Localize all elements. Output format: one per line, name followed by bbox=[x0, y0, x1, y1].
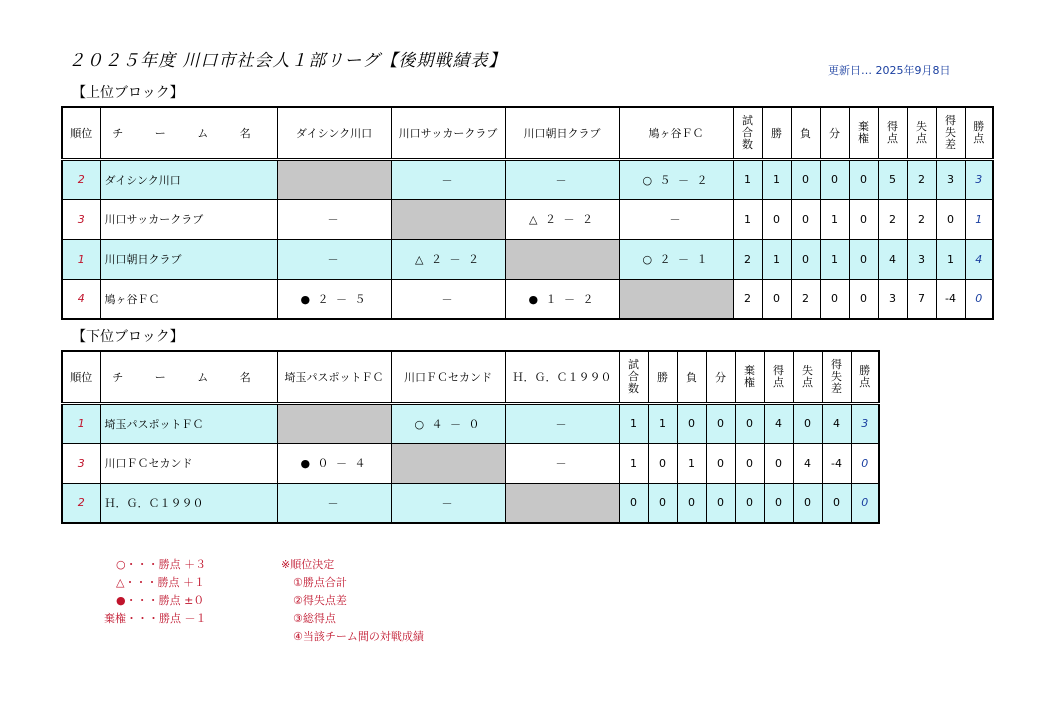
draw-cell: 0 bbox=[820, 159, 849, 199]
lower-header-row bbox=[62, 351, 879, 403]
gf-cell: 4 bbox=[878, 239, 907, 279]
draw-cell: 1 bbox=[820, 199, 849, 239]
match-result-cell: ○ ２ － １ bbox=[619, 239, 733, 279]
forfeit-cell: 0 bbox=[735, 483, 764, 523]
points-header: 勝 点 bbox=[851, 351, 879, 403]
draw-header: 分 bbox=[820, 107, 849, 159]
loss-cell: 0 bbox=[791, 239, 820, 279]
ga-cell: 4 bbox=[793, 443, 822, 483]
team-name-cell: Ｈ．Ｇ．Ｃ１９９０ bbox=[100, 483, 277, 523]
team-name-cell: 川口朝日クラブ bbox=[100, 239, 277, 279]
team-name-cell: 川口ＦＣセカンド bbox=[100, 443, 277, 483]
loss-cell: 2 bbox=[791, 279, 820, 319]
legend-points bbox=[104, 556, 207, 628]
match-result-cell: ● ２ － ５ bbox=[277, 279, 391, 319]
gd-cell: 0 bbox=[822, 483, 851, 523]
win-cell: 0 bbox=[648, 483, 677, 523]
draw-header: 分 bbox=[706, 351, 735, 403]
played-header: 試 合 数 bbox=[733, 107, 762, 159]
self-match-cell bbox=[277, 159, 391, 199]
gf-cell: 0 bbox=[764, 483, 793, 523]
table-row bbox=[62, 199, 993, 239]
ranking-rules-title: ※順位決定 bbox=[281, 558, 335, 571]
points-header: 勝 点 bbox=[965, 107, 993, 159]
self-match-cell bbox=[391, 199, 505, 239]
ga-cell: 0 bbox=[793, 483, 822, 523]
team-header: チ ー ム 名 bbox=[100, 107, 277, 159]
win-cell: 0 bbox=[648, 443, 677, 483]
points-cell: 0 bbox=[851, 483, 879, 523]
draw-cell: 0 bbox=[706, 443, 735, 483]
ga-cell: 2 bbox=[907, 159, 936, 199]
match-result-cell: － bbox=[505, 403, 619, 443]
match-result-cell: － bbox=[391, 483, 505, 523]
win-cell: 1 bbox=[762, 159, 791, 199]
updated-date: 更新日… 2025年9月8日 bbox=[828, 64, 951, 77]
table-row bbox=[62, 403, 879, 443]
draw-cell: 0 bbox=[706, 403, 735, 443]
played-header: 試 合 数 bbox=[619, 351, 648, 403]
gf-cell: 0 bbox=[764, 443, 793, 483]
points-cell: 3 bbox=[965, 159, 993, 199]
gf-cell: 3 bbox=[878, 279, 907, 319]
self-match-cell bbox=[505, 483, 619, 523]
loss-cell: 0 bbox=[677, 403, 706, 443]
rank-cell: 1 bbox=[62, 239, 100, 279]
rank-header: 順位 bbox=[62, 107, 100, 159]
table-row bbox=[62, 159, 993, 199]
upper-header-row bbox=[62, 107, 993, 159]
win-cell: 0 bbox=[762, 279, 791, 319]
points-cell: 4 bbox=[965, 239, 993, 279]
match-result-cell: － bbox=[277, 199, 391, 239]
played-cell: 2 bbox=[733, 239, 762, 279]
forfeit-cell: 0 bbox=[849, 159, 878, 199]
table-row bbox=[62, 239, 993, 279]
match-result-cell: ● ０ － ４ bbox=[277, 443, 391, 483]
match-result-cell: ○ ５ － ２ bbox=[619, 159, 733, 199]
rank-cell: 3 bbox=[62, 199, 100, 239]
column-team-1: 埼玉パスポットＦＣ bbox=[277, 351, 391, 403]
goals-against-header: 失 点 bbox=[907, 107, 936, 159]
played-cell: 1 bbox=[733, 199, 762, 239]
rank-cell: 2 bbox=[62, 483, 100, 523]
team-name-cell: 埼玉パスポットＦＣ bbox=[100, 403, 277, 443]
draw-cell: 1 bbox=[820, 239, 849, 279]
win-header: 勝 bbox=[648, 351, 677, 403]
win-header: 勝 bbox=[762, 107, 791, 159]
points-cell: 1 bbox=[965, 199, 993, 239]
legend-ranking-rules bbox=[281, 556, 424, 646]
loss-cell: 0 bbox=[791, 159, 820, 199]
match-result-cell: ○ ４ － ０ bbox=[391, 403, 505, 443]
team-header: チ ー ム 名 bbox=[100, 351, 277, 403]
self-match-cell bbox=[619, 279, 733, 319]
column-team-4: 鳩ヶ谷ＦＣ bbox=[619, 107, 733, 159]
rank-cell: 3 bbox=[62, 443, 100, 483]
ga-cell: 7 bbox=[907, 279, 936, 319]
rank-header: 順位 bbox=[62, 351, 100, 403]
column-team-2: 川口サッカークラブ bbox=[391, 107, 505, 159]
legend-loss: ●・・・勝点 ±０ bbox=[116, 594, 205, 607]
goals-for-header: 得 点 bbox=[764, 351, 793, 403]
gf-cell: 2 bbox=[878, 199, 907, 239]
forfeit-cell: 0 bbox=[735, 403, 764, 443]
played-cell: 1 bbox=[619, 443, 648, 483]
ranking-rule-4: ④当該チーム間の対戦成績 bbox=[293, 630, 424, 643]
goals-for-header: 得 点 bbox=[878, 107, 907, 159]
match-result-cell: － bbox=[277, 483, 391, 523]
gf-cell: 5 bbox=[878, 159, 907, 199]
gd-cell: -4 bbox=[822, 443, 851, 483]
forfeit-cell: 0 bbox=[735, 443, 764, 483]
match-result-cell: △ ２ － ２ bbox=[505, 199, 619, 239]
played-cell: 0 bbox=[619, 483, 648, 523]
match-result-cell: － bbox=[277, 239, 391, 279]
ranking-rule-3: ③総得点 bbox=[293, 612, 336, 625]
loss-cell: 0 bbox=[791, 199, 820, 239]
played-cell: 2 bbox=[733, 279, 762, 319]
lower-block-label: 【下位ブロック】 bbox=[72, 329, 184, 345]
match-result-cell: － bbox=[391, 159, 505, 199]
legend-draw: △・・・勝点 ＋１ bbox=[116, 576, 205, 589]
lower-standings-table bbox=[61, 350, 880, 524]
match-result-cell: － bbox=[391, 279, 505, 319]
table-row bbox=[62, 279, 993, 319]
gd-cell: 0 bbox=[936, 199, 965, 239]
goal-diff-header: 得 失 差 bbox=[936, 107, 965, 159]
column-team-3: 川口朝日クラブ bbox=[505, 107, 619, 159]
upper-block-label: 【上位ブロック】 bbox=[72, 85, 184, 101]
goals-against-header: 失 点 bbox=[793, 351, 822, 403]
draw-cell: 0 bbox=[706, 483, 735, 523]
played-cell: 1 bbox=[619, 403, 648, 443]
forfeit-header: 棄 権 bbox=[849, 107, 878, 159]
forfeit-header: 棄 権 bbox=[735, 351, 764, 403]
ga-cell: 0 bbox=[793, 403, 822, 443]
self-match-cell bbox=[277, 403, 391, 443]
gf-cell: 4 bbox=[764, 403, 793, 443]
gd-cell: 3 bbox=[936, 159, 965, 199]
match-result-cell: － bbox=[619, 199, 733, 239]
points-cell: 0 bbox=[965, 279, 993, 319]
loss-cell: 0 bbox=[677, 483, 706, 523]
played-cell: 1 bbox=[733, 159, 762, 199]
team-name-cell: 鳩ヶ谷ＦＣ bbox=[100, 279, 277, 319]
goal-diff-header: 得 失 差 bbox=[822, 351, 851, 403]
ranking-rule-2: ②得失点差 bbox=[293, 594, 347, 607]
column-team-1: ダイシンク川口 bbox=[277, 107, 391, 159]
legend-forfeit: 棄権・・・勝点 －１ bbox=[104, 612, 207, 625]
match-result-cell: － bbox=[505, 443, 619, 483]
ga-cell: 3 bbox=[907, 239, 936, 279]
forfeit-cell: 0 bbox=[849, 239, 878, 279]
table-row bbox=[62, 483, 879, 523]
win-cell: 1 bbox=[762, 239, 791, 279]
forfeit-cell: 0 bbox=[849, 199, 878, 239]
rank-cell: 2 bbox=[62, 159, 100, 199]
match-result-cell: － bbox=[505, 159, 619, 199]
ga-cell: 2 bbox=[907, 199, 936, 239]
points-cell: 0 bbox=[851, 443, 879, 483]
loss-header: 負 bbox=[677, 351, 706, 403]
self-match-cell bbox=[505, 239, 619, 279]
table-row bbox=[62, 443, 879, 483]
rank-cell: 1 bbox=[62, 403, 100, 443]
loss-header: 負 bbox=[791, 107, 820, 159]
loss-cell: 1 bbox=[677, 443, 706, 483]
legend-win: ○・・・勝点 ＋３ bbox=[116, 558, 207, 571]
rank-cell: 4 bbox=[62, 279, 100, 319]
column-team-3: Ｈ．Ｇ．Ｃ１９９０ bbox=[505, 351, 619, 403]
ranking-rule-1: ①勝点合計 bbox=[293, 576, 347, 589]
forfeit-cell: 0 bbox=[849, 279, 878, 319]
match-result-cell: △ ２ － ２ bbox=[391, 239, 505, 279]
draw-cell: 0 bbox=[820, 279, 849, 319]
gd-cell: -4 bbox=[936, 279, 965, 319]
win-cell: 1 bbox=[648, 403, 677, 443]
column-team-2: 川口ＦＣセカンド bbox=[391, 351, 505, 403]
points-cell: 3 bbox=[851, 403, 879, 443]
team-name-cell: 川口サッカークラブ bbox=[100, 199, 277, 239]
page-title: ２０２５年度 川口市社会人１部リーグ【後期戦績表】 bbox=[68, 51, 507, 71]
team-name-cell: ダイシンク川口 bbox=[100, 159, 277, 199]
match-result-cell: ● １ － ２ bbox=[505, 279, 619, 319]
self-match-cell bbox=[391, 443, 505, 483]
upper-standings-table bbox=[61, 106, 994, 320]
win-cell: 0 bbox=[762, 199, 791, 239]
gd-cell: 1 bbox=[936, 239, 965, 279]
gd-cell: 4 bbox=[822, 403, 851, 443]
